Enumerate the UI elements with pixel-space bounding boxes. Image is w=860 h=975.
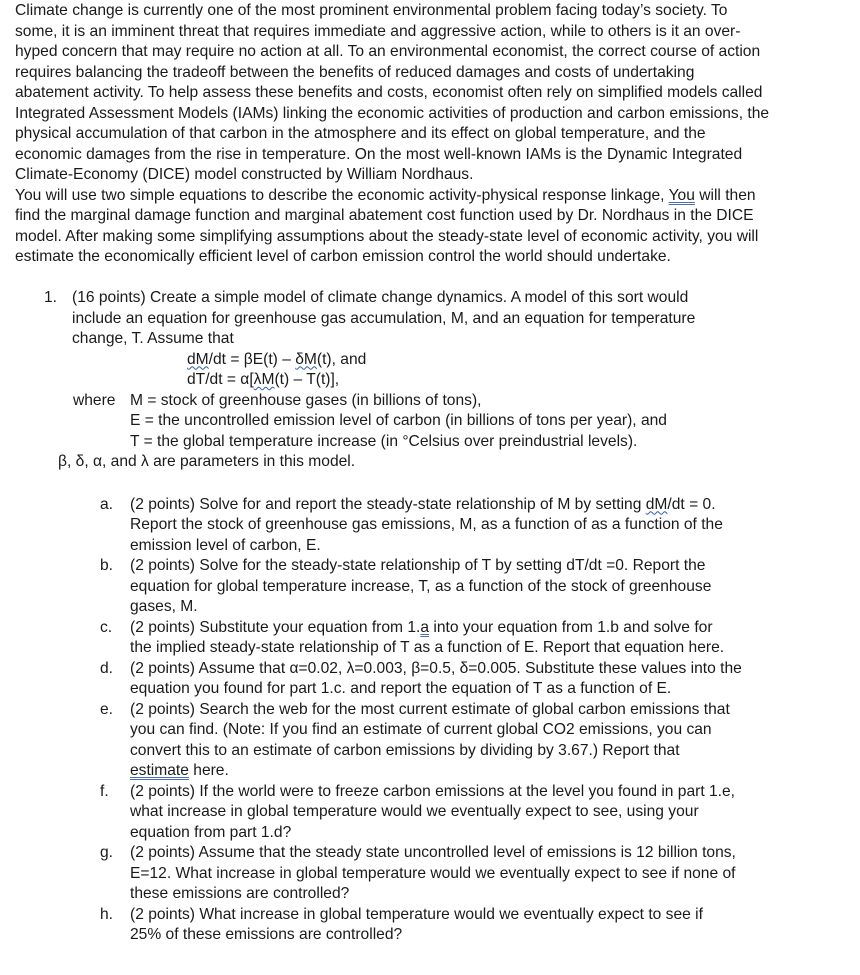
text-line: (2 points) Assume that α=0.02, λ=0.003, β=0.5, δ=0.005. Substitute these values into the: [130, 659, 742, 677]
text-line: Climate change is currently one of the most prominent environmental problem facing today’s society. To: [15, 2, 728, 19]
subpart-d: [100, 659, 844, 700]
subpart-letter: d.: [100, 659, 114, 677]
text-line: gases, M.: [130, 598, 198, 615]
text-line: estimate the economically efficient level of carbon emission control the world should undertake.: [15, 248, 671, 265]
grammar-flag-word: estimate: [130, 762, 189, 779]
text-line: Integrated Assessment Models (IAMs) linking the economic activities of production and carbon emissions, the: [15, 104, 770, 122]
spell-flag-word: dM: [645, 495, 668, 513]
subpart-g: [100, 843, 844, 905]
question-text: [72, 288, 844, 350]
subpart-h: [100, 905, 844, 946]
text-line: (16 points) Create a simple model of climate change dynamics. A model of this sort would: [72, 289, 689, 306]
subpart-text: [130, 700, 844, 782]
subpart-letter: f.: [100, 782, 109, 800]
text-line: (2 points) Assume that the steady state uncontrolled level of emissions is 12 billion tons,: [130, 844, 736, 861]
text-line: abatement activity. To help assess these benefits and costs, economist often rely on simplified models called: [15, 84, 763, 101]
equation-term: δM: [295, 350, 317, 368]
text-line: 25% of these emissions are controlled?: [130, 926, 403, 943]
text-line: (2 points) If the world were to freeze carbon emissions at the level you found in part 1.e,: [130, 782, 736, 800]
subpart-text: [130, 659, 844, 700]
subpart-text: [130, 782, 844, 844]
subpart-text: [130, 618, 844, 659]
text-line: Report the stock of greenhouse gas emissions, M, as a function of as a function of the: [130, 516, 723, 533]
text-line: some, it is an imminent threat that requires immediate and aggressive action, while to others is it an over-: [15, 22, 741, 40]
definition-m: M = stock of greenhouse gases (in billions of tons),: [130, 391, 482, 409]
subpart-letter: a.: [100, 495, 114, 513]
subpart-text: [130, 905, 844, 946]
text-line: (2 points) Solve for and report the steady-state relationship of M by setting dM/dt = 0.: [130, 495, 716, 513]
text-line: (2 points) Search the web for the most current estimate of global carbon emissions that: [130, 700, 730, 718]
equation-term: dT/dt = α[: [187, 371, 254, 388]
subpart-letter: h.: [100, 905, 114, 923]
equation-term: dM: [187, 350, 209, 368]
text-line: economic damages from the rise in temperature. On the most well-known IAMs is the Dynamic Integrated: [15, 145, 743, 163]
text-line: estimate here.: [130, 762, 229, 779]
subpart-letter: g.: [100, 844, 114, 861]
text-line: include an equation for greenhouse gas accumulation, M, and an equation for temperature: [72, 309, 696, 327]
text-line: equation for global temperature increase, T, as a function of the stock of greenhouse: [130, 577, 712, 595]
text-line: [15, 186, 850, 207]
subpart-e: [100, 700, 844, 782]
equation-term: (t), and: [316, 350, 367, 368]
text-line: these emissions are controlled?: [130, 885, 350, 902]
subpart-letter: c.: [100, 618, 113, 636]
equation-term: λM: [253, 371, 275, 388]
text-line: (2 points) Substitute your equation from 1.a into your equation from 1.b and solve for: [130, 618, 713, 636]
text-line: emission level of carbon, E.: [130, 536, 321, 554]
definition-e: E = the uncontrolled emission level of carbon (in billions of tons per year), and: [130, 412, 667, 429]
subpart-letter: e.: [100, 700, 114, 718]
definition-t: T = the global temperature increase (in °Celsius over preindustrial levels).: [130, 432, 638, 450]
text-line: what increase in global temperature would we eventually expect to see, using your: [130, 803, 699, 820]
text-segment: will then: [694, 186, 756, 204]
where-label: where: [73, 391, 116, 409]
question-1: [44, 288, 844, 946]
text-line: change, T. Assume that: [72, 330, 234, 347]
grammar-flag-word: a: [420, 618, 430, 636]
definition-where: [44, 391, 844, 412]
text-line: physical accumulation of that carbon in the atmosphere and its effect on global temperature, and the: [15, 125, 706, 142]
equation-2: [44, 370, 844, 391]
subpart-letter: b.: [100, 557, 114, 574]
intro-paragraph-1: [15, 1, 850, 186]
text-line: E=12. What increase in global temperature would we eventually expect to see if none of: [130, 864, 736, 882]
intro-section: [15, 1, 850, 268]
text-line: equation from part 1.d?: [130, 823, 292, 841]
question-number: 1.: [44, 289, 58, 306]
subpart-a: [100, 495, 844, 557]
text-line: equation you found for part 1.c. and report the equation of T as a function of E.: [130, 680, 672, 697]
text-segment: You will use two simple equations to describe the economic activity-physical response linkage,: [15, 186, 669, 204]
subpart-b: [100, 556, 844, 618]
text-line: (2 points) Solve for the steady-state relationship of T by setting dT/dt =0. Report the: [130, 557, 706, 574]
subpart-text: [130, 495, 844, 557]
subpart-text: [130, 843, 844, 905]
question-1-header: [44, 288, 844, 350]
text-line: hyped concern that may require no action at all. To an environmental economist, the correct course of action: [15, 43, 761, 60]
text-line: you can find. (Note: If you find an estimate of current global CO2 emissions, you can: [130, 721, 712, 738]
equation-term: /dt = βE(t) –: [208, 350, 296, 368]
equation-1: [44, 350, 844, 371]
text-line: find the marginal damage function and marginal abatement cost function used by Dr. Nordhaus in the DICE: [15, 207, 754, 224]
grammar-flag-word: You: [668, 186, 695, 204]
subpart-c: [100, 618, 844, 659]
subpart-f: [100, 782, 844, 844]
equation-term: (t) – T(t)],: [274, 371, 340, 388]
text-line: Climate-Economy (DICE) model constructed by William Nordhaus.: [15, 166, 474, 183]
intro-paragraph-2: [15, 186, 850, 268]
text-line: model. After making some simplifying assumptions about the steady-state level of economic activity, you will: [15, 227, 759, 245]
subparts-list: [44, 495, 844, 946]
text-line: (2 points) What increase in global temperature would we eventually expect to see if: [130, 905, 703, 923]
subpart-text: [130, 556, 844, 618]
text-line: convert this to an estimate of carbon emissions by dividing by 3.67.) Report that: [130, 741, 680, 759]
text-line: the implied steady-state relationship of T as a function of E. Report that equation here.: [130, 639, 725, 656]
parameters-note: β, δ, α, and λ are parameters in this model.: [58, 453, 356, 470]
text-line: requires balancing the tradeoff between the benefits of reduced damages and costs of undertaking: [15, 63, 695, 81]
